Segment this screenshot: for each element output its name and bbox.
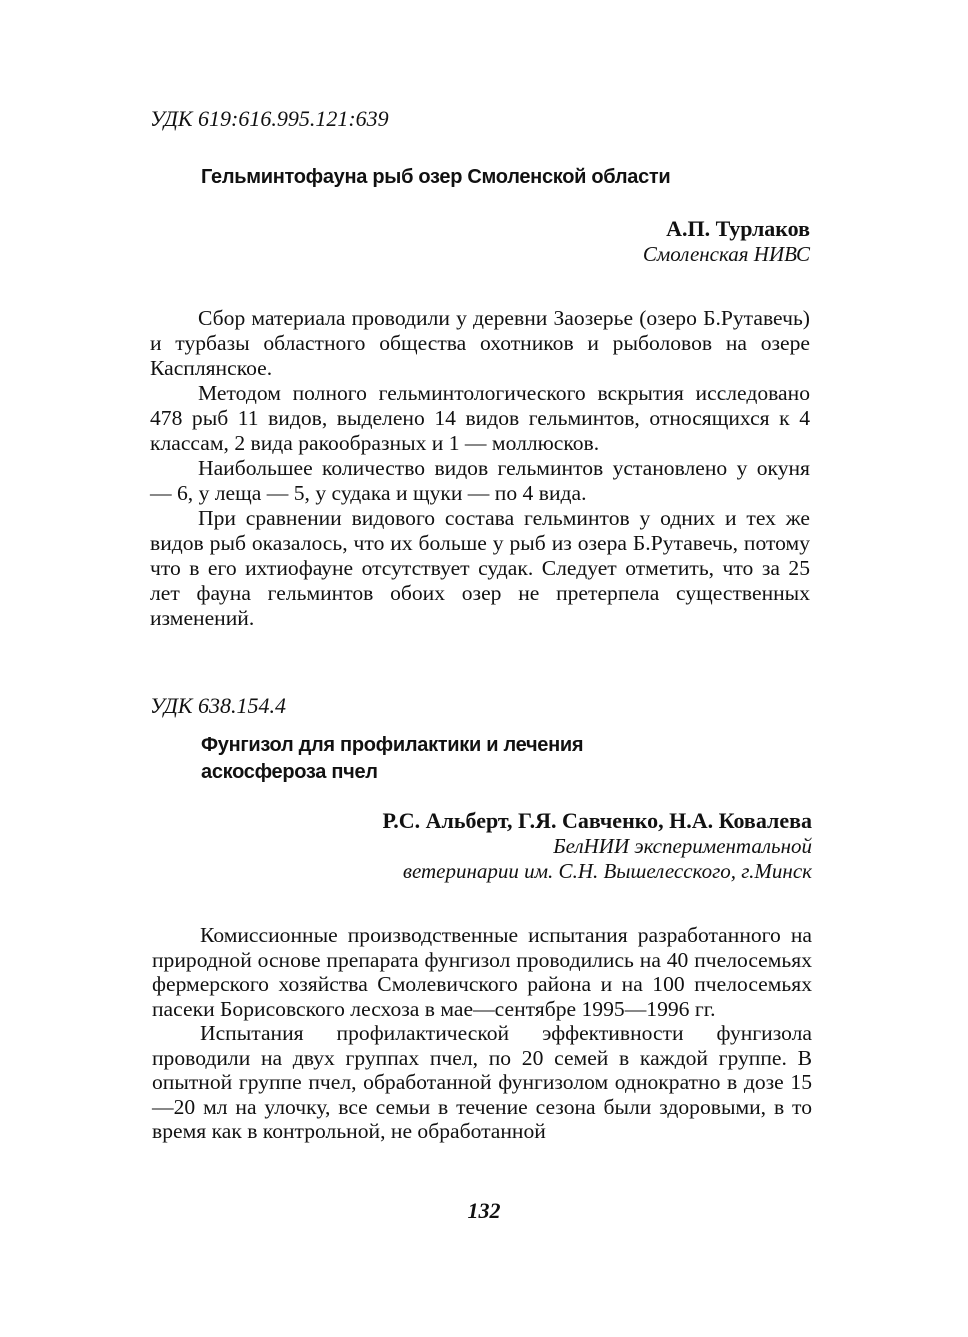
udk-code: УДК 638.154.4 — [150, 693, 287, 718]
author-name: А.П. Турлаков — [666, 216, 810, 241]
paragraph: При сравнении видового состава гельминтов у одних и тех же видов рыб оказалось, что их больше у рыб из озера Б.Рутавечь, потому что в его ихтиофауне отсутствует судак. Следует отметить, что за 25 лет фауна гельминтов обоих озер не претерпела существенных изменений. — [150, 506, 810, 630]
author-affiliation — [300, 834, 812, 884]
article-title — [201, 732, 583, 786]
page-number: 132 — [467, 1198, 501, 1223]
udk-code: УДК 619:616.995.121:639 — [150, 106, 389, 131]
affiliation-line: ветеринарии им. С.Н. Вышелесского, г.Минск — [402, 859, 812, 883]
article-title: Гельминтофауна рыб озер Смоленской области — [201, 166, 671, 188]
paragraph: Методом полного гельминтологического вскрытия исследовано 478 рыб 11 видов, выделено 14 видов гельминтов, относящихся к 4 классам, 2 вида ракообразных и 1 — моллюсков. — [150, 381, 810, 455]
author-names: Р.С. Альберт, Г.Я. Савченко, Н.А. Ковалева — [382, 808, 812, 833]
paragraph: Испытания профилактической эффективности фунгизола проводили на двух группах пчел, по 20 семей в каждой группе. В опытной группе пчел, обработанной фунгизолом однократно в дозе 15—20 мл на улочку, все семьи в течение сезона были здоровыми, в то время как в контрольной, не обработанной — [152, 1021, 812, 1143]
article-body — [152, 923, 812, 1144]
title-line: аскосфероза пчел — [201, 761, 378, 783]
paragraph: Наибольшее количество видов гельминтов установлено у окуня — 6, у леща — 5, у судака и щуки — по 4 вида. — [150, 456, 810, 505]
title-line: Фунгизол для профилактики и лечения — [201, 734, 584, 756]
paragraph: Комиссионные производственные испытания разработанного на природной основе препарата фунгизол проводились на 40 пчелосемьях фермерского хозяйства Смолевичского района и на 100 пчелосемьях пасеки Борисовского лесхоза в мае—сентябре 1995—1996 гг. — [152, 923, 812, 1021]
paragraph: Сбор материала проводили у деревни Заозерье (озеро Б.Рутавечь) и турбазы областного общества охотников и рыболовов на озере Касплянское. — [150, 306, 810, 380]
author-affiliation: Смоленская НИВС — [642, 242, 810, 266]
article-body — [150, 306, 810, 631]
affiliation-line: БелНИИ экспериментальной — [553, 834, 812, 858]
